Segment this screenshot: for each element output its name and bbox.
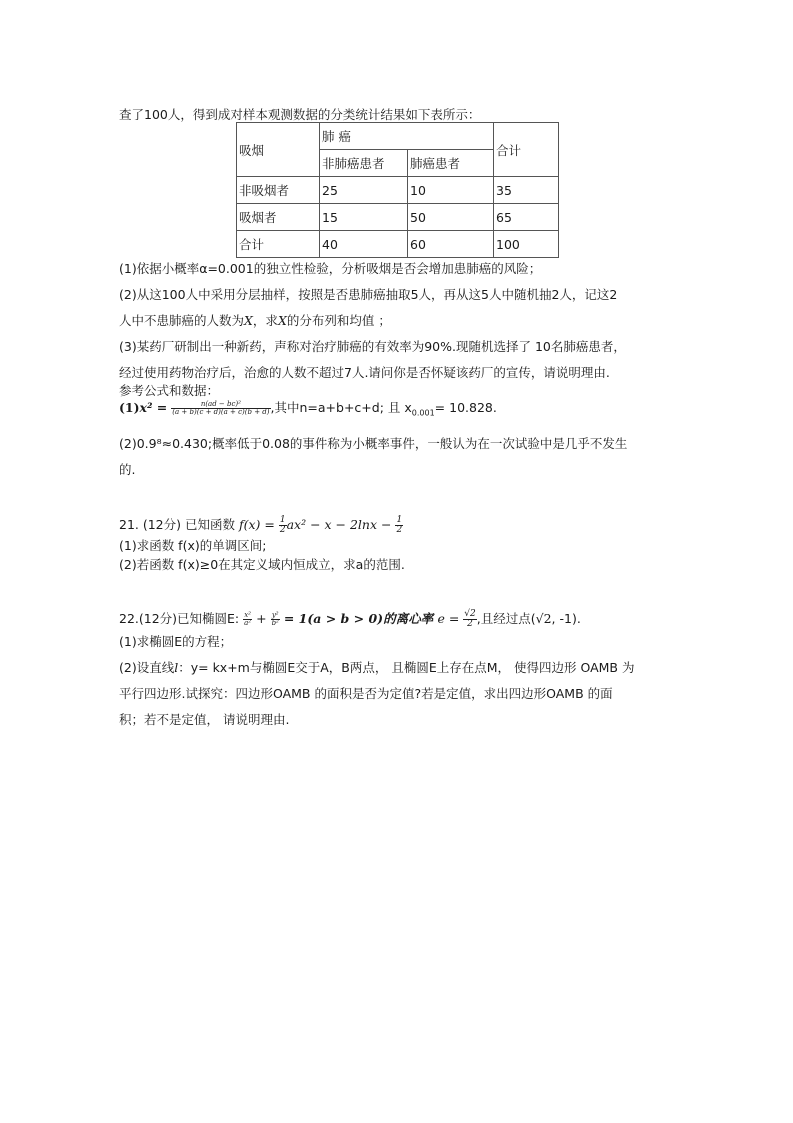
- q22-part2-line3: 积；若不是定值， 请说明理由.: [119, 712, 290, 727]
- cell: 100: [494, 231, 559, 258]
- q20-part3-line2: 经过使用药物治疗后，治愈的人数不超过7人.请问你是否怀疑该药厂的宣传，请说明理由.: [119, 365, 610, 380]
- cell: 10: [408, 177, 494, 204]
- cell: 35: [494, 177, 559, 204]
- reference-heading: 参考公式和数据：: [119, 383, 220, 398]
- fraction-sqrt2-2: [463, 610, 476, 630]
- table-row: [237, 177, 559, 204]
- cell: 15: [320, 204, 408, 231]
- fraction-y2-b2: [271, 612, 280, 628]
- q22-part1: (1)求椭圆E的方程；: [119, 634, 233, 649]
- q20-part2-line2: [119, 313, 391, 329]
- denominator: 2: [467, 619, 473, 629]
- eccentricity-lhs: e =: [437, 611, 460, 626]
- var-x: X: [277, 313, 287, 328]
- cell: 40: [320, 231, 408, 258]
- denominator: b²: [271, 619, 279, 627]
- q22-heading: [119, 608, 581, 630]
- q21-part1: (1)求函数 f(x)的单调区间;: [119, 538, 267, 553]
- fraction-x2-a2: [243, 612, 252, 628]
- denominator: 2: [279, 525, 286, 535]
- text: (2)设直线: [119, 660, 175, 675]
- text: 人中不患肺癌的人数为: [119, 313, 245, 328]
- row-label: 吸烟者: [237, 204, 320, 231]
- q21-part2: (2)若函数 f(x)≥0在其定义域内恒成立，求a的范围.: [119, 557, 405, 572]
- var-x: X: [244, 313, 253, 328]
- text: ,且经过点(: [476, 611, 536, 626]
- text: 21. (12分) 已知函数: [119, 517, 239, 532]
- reference-data-line1: (2)0.9⁸≈0.430;概率低于0.08的事件称为小概率事件，一般认为在一次试验中是几乎不发生: [119, 436, 628, 451]
- cell: 65: [494, 204, 559, 231]
- text: ，求: [252, 313, 278, 328]
- numerator: √2: [464, 608, 476, 619]
- q21-heading: [119, 514, 403, 536]
- formula-lhs: x² =: [139, 400, 168, 415]
- row-label: 合计: [237, 231, 320, 258]
- row-label: 非吸烟者: [237, 177, 320, 204]
- numerator: x²: [244, 610, 251, 619]
- formula-value: = 10.828.: [434, 400, 497, 415]
- header-patient: 肺癌患者: [408, 150, 494, 177]
- ellipse-equation: = 1(a > b > 0)的离心率: [283, 611, 438, 626]
- table-row: [237, 204, 559, 231]
- reference-data-line2: 的.: [119, 462, 136, 477]
- numerator: 1: [279, 514, 286, 525]
- q20-part1: (1)依据小概率α=0.001的独立性检验，分析吸烟是否会增加患肺癌的风险；: [119, 261, 542, 276]
- q22-part2-line1: [119, 660, 634, 676]
- function-def: f(x) =: [238, 517, 275, 532]
- function-body: ax² − x − 2lnx −: [286, 517, 392, 532]
- text: , -1).: [551, 611, 581, 626]
- cell: 25: [320, 177, 408, 204]
- numerator: n(ad − bc)²: [171, 401, 270, 409]
- intro-text: 查了100人，得到成对样本观测数据的分类统计结果如下表所示：: [119, 107, 481, 122]
- header-total: 合计: [494, 123, 559, 177]
- header-smoking: 吸烟: [237, 123, 320, 177]
- cell: 60: [408, 231, 494, 258]
- q22-part2-line2: 平行四边形.试探究：四边形OAMB 的面积是否为定值?若是定值，求出四边形OAMB 的面: [119, 686, 613, 701]
- numerator: y²: [271, 610, 279, 619]
- denominator: a²: [244, 619, 252, 627]
- numerator: 1: [396, 514, 403, 525]
- text: 22.(12分)已知椭圆E:: [119, 611, 244, 626]
- formula-label: (1): [119, 400, 140, 415]
- formula-fraction: [171, 401, 270, 417]
- formula-chi-square: [119, 398, 497, 424]
- point-sqrt2: √2: [535, 611, 552, 626]
- formula-text: ,其中n=a+b+c+d; 且 x: [270, 400, 412, 415]
- denominator: 2: [396, 525, 403, 535]
- subscript: 0.001: [411, 408, 435, 418]
- var-l: l: [174, 660, 179, 675]
- cell: 50: [408, 204, 494, 231]
- header-lung-cancer: 肺 癌: [320, 123, 494, 150]
- fraction-half: [279, 516, 287, 536]
- fraction-half: [395, 516, 403, 536]
- denominator: (a + b)(c + d)(a + c)(b + d): [172, 408, 270, 416]
- statistics-table: [236, 122, 559, 258]
- q20-part3-line1: (3)某药厂研制出一种新药，声称对治疗肺癌的有效率为90%.现随机选择了 10名肺癌患者，: [119, 339, 626, 354]
- text: 的分布列和均值 ；: [286, 313, 391, 328]
- table-row: [237, 231, 559, 258]
- q20-part2-line1: (2)从这100人中采用分层抽样，按照是否患肺癌抽取5人，再从这5人中随机抽2人，记这2: [119, 287, 618, 302]
- text: ：y= kx+m与椭圆E交于A，B两点， 且椭圆E上存在点M， 使得四边形 OAMB 为: [178, 660, 635, 675]
- table-header-row: [237, 123, 559, 150]
- header-non-patient: 非肺癌患者: [320, 150, 408, 177]
- plus-sign: +: [256, 611, 267, 626]
